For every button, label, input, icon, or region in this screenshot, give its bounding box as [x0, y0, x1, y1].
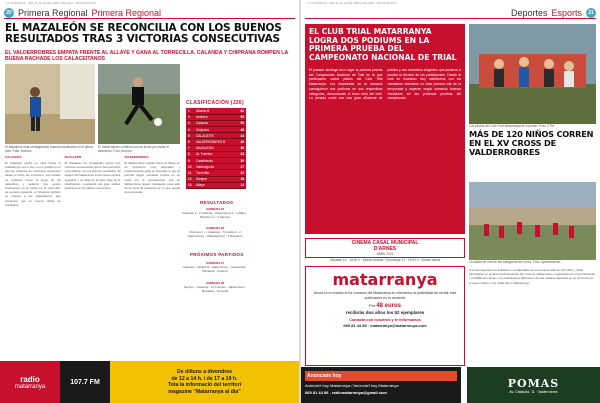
results-block-1 — [182, 208, 248, 220]
classification-points: 36 — [236, 145, 246, 151]
soccer-player-icon — [98, 64, 180, 144]
cinema-ad[interactable] — [305, 238, 465, 258]
next-round-title: JORNADA 28 — [205, 281, 225, 285]
promo-text: Ahora si no resides en la comarca del Matarranya te ofrecemos la posibilidad de recibir esta publicación en tu domicilio — [313, 291, 457, 300]
radio-line1: De dilluns a divendres — [176, 369, 233, 375]
cross-photo — [469, 182, 596, 260]
podium-photo-icon — [469, 24, 596, 124]
photo-caption-left: El Mazaleón está consiguiendo buenos resultados en el último mes. Foto: Archivo — [5, 145, 94, 153]
classification-points: 48 — [236, 127, 246, 133]
promo-offer: recibirás dos años los 52 ejemplares — [345, 310, 425, 316]
subheadline: EL VALDERROBRES EMPATA FRENTE AL ALLAYE Y GANA AL TORRECILLA. CALANDA Y CHIPRANA ROMPEN LA BUENA RACHADE LOS CALACEITANOS — [5, 50, 289, 63]
left-page — [0, 0, 299, 403]
article-columns — [5, 155, 180, 355]
classification-team: Allaye — [194, 182, 236, 188]
classification-pos: 1 — [186, 108, 194, 114]
runners-photo-icon — [469, 182, 596, 260]
trial-text: El pasado domingo tuvo lugar la primera prueba del Campeonato Nacional de Trial en la que participaron varios pilotos del Club Trial Matarranya. Los deportistas de la comarca consiguieron dos podiums en sus respectivas categorías, demostrando el buen nivel del club. La jornada contó con una gran afluencia de público y con recorridos exigentes que pusieron a prueba la técnica de los participantes. Desde el club se muestran muy satisfechos con los resultados obtenidos en esta primera cita de la temporada y esperan seguir sumando buenos resultados en las próximas pruebas del campeonato. — [309, 67, 461, 101]
next-matches-title: PRÓXIMOS PARTIDOS — [190, 252, 244, 257]
radio-line3: Tota la informació del territori — [167, 382, 242, 388]
classification-pos: 5 — [186, 133, 194, 139]
classification-team: At. Fuentes — [194, 151, 236, 157]
section-header — [305, 7, 596, 19]
classification-points: 44 — [236, 133, 246, 139]
classification-team: MAZALEÓN — [194, 145, 236, 151]
classification-team: Andorra — [194, 114, 236, 120]
classification-team: CALACEITE — [194, 133, 236, 139]
cinema-town: D'ARNES — [373, 246, 397, 252]
pomas-text: Av. Cataluña, 11 · Valderrobres — [509, 389, 558, 394]
classification-pos: 6 — [186, 139, 194, 145]
pomas-brand: POMAS — [507, 376, 560, 390]
classification-pos: 7 — [186, 145, 194, 151]
classification-row — [186, 182, 246, 188]
promo-brand: matarranya — [332, 270, 438, 289]
section-title: Primera Regional — [18, 7, 88, 18]
classification-points: 50 — [236, 120, 246, 126]
classification-pos: 10 — [186, 164, 194, 170]
right-page — [301, 0, 600, 403]
article-valderrobres — [124, 155, 180, 355]
trial-article-box — [305, 24, 465, 234]
classification-points: 22 — [236, 170, 246, 176]
classification-points: 40 — [236, 139, 246, 145]
classification-title: CLASIFICACIÓN (J26) — [186, 100, 244, 106]
radio-logo-word: radio — [20, 374, 40, 384]
results-title: RESULTADOS — [200, 200, 234, 205]
photo-valderrobres — [98, 64, 180, 144]
page-number: 20 — [4, 8, 14, 18]
next-block-2 — [182, 282, 248, 294]
next-line: Calaceite - Alcañiz B · Valderrobres - Castelserás · Mazaleón - Andorra — [182, 264, 248, 273]
article-title: VALDERROBRES — [124, 155, 149, 159]
results-line: Calaceite 1 - 3 Calanda · Valderrobres 1 - 1 Allaye · Mazaleón 2 - 0 Samper — [182, 210, 248, 219]
article-mazaleon — [65, 155, 121, 355]
photo-illustration-icon — [5, 64, 95, 144]
classification-pos: 2 — [186, 114, 194, 120]
radio-logo — [0, 361, 60, 403]
classification-team: VALDERROBRES B — [194, 139, 236, 145]
classification-team: Torrecilla — [194, 170, 236, 176]
article-text: El Mazaleón ha conseguido sumar tres victorias consecutivas que le han permitido reconciliarse con los buenos resultados. El equipo del Matarranya sumó nueve puntos seguidos y se aleja de la parte baja de la clasificación, mostrando una gran solidez defensiva en los últimos encuentros. — [64, 160, 121, 190]
classification-team: Valdealgorfa — [194, 164, 236, 170]
classification-pos: 13 — [186, 182, 194, 188]
article-calaceite — [5, 155, 61, 355]
section-header — [4, 7, 295, 19]
subscription-ad[interactable] — [305, 266, 465, 366]
classification-table — [186, 108, 246, 189]
page-number: 21 — [586, 8, 596, 18]
classification-points: 33 — [236, 151, 246, 157]
results-round-title: JORNADA 25 — [205, 207, 225, 211]
classification-team: Castelserás — [194, 158, 236, 164]
classification-points: 62 — [236, 108, 246, 114]
section-title-red: Primera Regional — [91, 7, 162, 18]
cross-headline: MÁS DE 120 NIÑOS CORREN EN EL XV CROSS DE VALDERROBRES — [469, 129, 594, 157]
classification-pos: 9 — [186, 158, 194, 164]
article-title: MAZALEÓN — [64, 155, 82, 159]
cross-caption: La salida de una de las categorías del cross. Foto: Ayuntamiento — [469, 260, 561, 264]
cinema-schedule: Dissabte 13 · 18:00 h · Sessió familiar / Diumenge 21 · 19:00 h · Sessió adults — [329, 258, 441, 262]
trial-photo — [469, 24, 596, 124]
radio-line4: magazine "Matarranya al dia" — [168, 388, 241, 395]
headline: EL MAZALEÓN SE RECONCILIA CON LOS BUENOS RESULTADOS TRAS 3 VICTORIAS CONSECUTIVAS — [5, 22, 282, 46]
classification-points: 18 — [236, 176, 246, 182]
next-line: Samper - Calaceite · At. Fuentes - Valderrobres · Mazaleón - Torrecilla — [183, 284, 247, 293]
anunciate-title: Anúnciate hoy — [305, 371, 457, 381]
pomas-ad[interactable] — [467, 367, 600, 403]
next-round-title: JORNADA 27 — [205, 261, 225, 265]
cinema-title: CINEMA CASAL MUNICIPAL — [351, 240, 419, 246]
classification-pos: 3 — [186, 120, 194, 126]
classification-points: 12 — [236, 182, 246, 188]
radio-frequency: 107.7 FM — [70, 378, 100, 386]
classification-pos: 8 — [186, 151, 194, 157]
classification-points: 30 — [236, 158, 246, 164]
cinema-month: ABRIL 2024 — [376, 252, 394, 256]
radio-logo-word2: matarranya — [14, 383, 46, 390]
classification-team: Calanda — [194, 120, 236, 126]
next-block-1 — [182, 262, 248, 274]
results-round-title: JORNADA 26 — [205, 226, 225, 230]
classification-pos: 11 — [186, 170, 194, 176]
radio-matarranya-ad[interactable] — [0, 361, 299, 403]
classification-points: 27 — [236, 164, 246, 170]
article-text: El Calaceite perdió en casa frente al Calanda por uno a tres, en un partido en el que los visitantes se mostraron superiores desde el inicio del encuentro. Los locales no pudieron frenar el juego de los calandinos y cedieron tres puntos importantes en su lucha por la zona alta. La semana siguiente, el Chiprana también se impuso a los calaceitanos, que rompieron así su buena racha de resultados. — [5, 160, 61, 207]
section-title-red: Esports — [551, 7, 582, 18]
radio-schedule — [110, 361, 299, 403]
results-line: Chiprana 2 - 1 Calaceite · Torrecilla 0 - 2 Valderrobres · Valdealgorfa 0 - 1 Mazaleón — [187, 229, 243, 238]
promo-contact-title: Contacta con nosotros y te informamos — [349, 318, 421, 323]
trial-photo-caption: Los pilotos del Club Trial Matarranya en el podio. Foto: CTM — [469, 124, 555, 128]
photo-mazaleon — [5, 64, 95, 144]
radio-line2: de 12 a 14 h. i de 17 a 19 h. — [171, 375, 238, 382]
classification-points: 55 — [236, 114, 246, 120]
results-block-2 — [182, 227, 248, 239]
article-text: El Valderrobres empató frente al Allaye en un encuentro muy disputado y posteriormente ganó al Torrecilla, lo que le permite seguir sumando puntos en su lucha por la permanencia. Los de Valderrobres siguen trabajando para salir de la zona de descenso en lo que queda de temporada. — [124, 160, 181, 195]
classification-pos: 12 — [186, 176, 194, 182]
classification-team: Alcañiz B — [194, 108, 236, 114]
promo-contact: 669 81 44 89 · matarranya@matarranya.com — [343, 323, 427, 329]
anunciate-phone: 669 81 44 89 - radiomatarranya@gmail.com — [305, 390, 387, 395]
classification-team: Chiprana — [194, 127, 236, 133]
promo-price-label: Por — [368, 303, 376, 309]
trial-headline: EL CLUB TRIAL MATARRANYA LOGRA DOS PODIUMS EN LA PRIMERA PRUEBA DEL CAMPEONATO NACIONAL DE TRIAL — [309, 27, 457, 63]
page-meta: LA COMARCA · DEL 11 AL 24 DE ABRIL DE 2024 · MATARRANYA — [307, 1, 397, 5]
cross-text: Una cita deportiva consolidada en el calendario de la comarca. Más de 120 niños y niñas participaron en la decimoquinta edición del cross de Valderrobres, organizado por el Ayuntamiento y el AMPA del colegio. Los participantes disfrutaron de una mañana deportiva en un recorrido por el casco urbano y las orillas del río Matarranya. — [469, 268, 595, 285]
article-title: CALACEITE — [5, 155, 22, 159]
classification-pos: 4 — [186, 127, 194, 133]
page-meta: LA COMARCA · DEL 11 AL 24 DE ABRIL DE 2024 · MATARRANYA — [6, 1, 96, 5]
anunciate-text: Anúncia't hoy Matarranya / Anúncia't hoy Matarranya — [305, 383, 399, 388]
anunciate-ad[interactable] — [301, 367, 461, 403]
promo-price: 48 euros — [376, 303, 402, 310]
promo-price-row — [309, 303, 461, 309]
classification-team: Samper — [194, 176, 236, 182]
section-title: Deportes — [510, 7, 548, 18]
photo-caption-right: El Valderrobres continúa con su lucha por evitar el descenso. Foto: Archivo — [98, 145, 169, 153]
